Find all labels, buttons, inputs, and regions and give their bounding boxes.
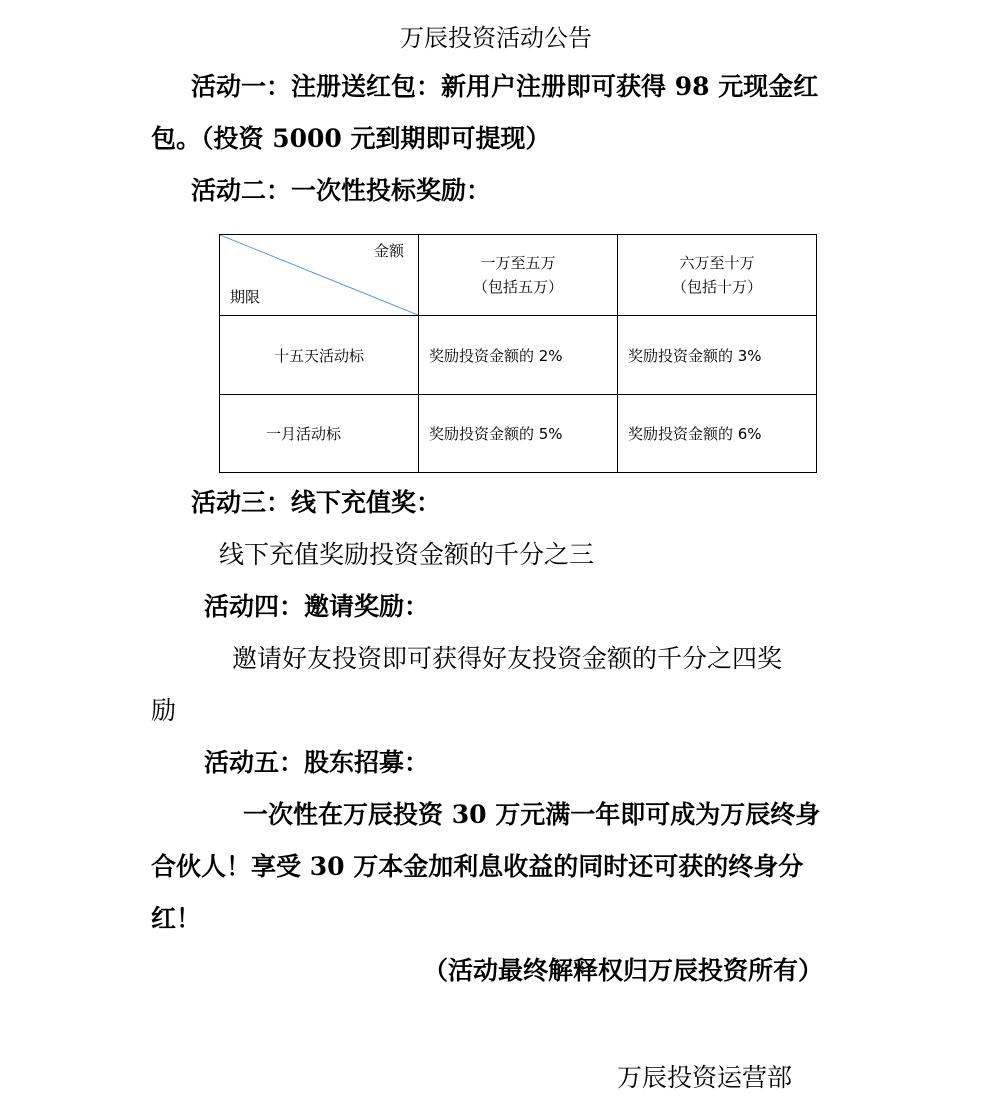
activity4-heading: 活动四：邀请奖励： <box>204 592 430 621</box>
table-row <box>220 316 817 395</box>
column-header-2-range: 六万至十万 <box>679 254 755 272</box>
activity5-line1: 一次性在万辰投资 30 万元满一年即可成为万辰终身 <box>243 800 821 829</box>
table-cell: 奖励投资金额的 2% <box>419 316 618 395</box>
row-label: 一月活动标 <box>220 395 419 473</box>
activity2-heading: 活动二：一次性投标奖励： <box>191 176 492 205</box>
activity5-line3: 红！ <box>151 904 202 933</box>
reward-table <box>219 234 817 473</box>
column-header-2-note: （包括十万） <box>671 278 762 296</box>
table-cell: 奖励投资金额的 3% <box>618 316 817 395</box>
activity4-line1: 邀请好友投资即可获得好友投资金额的千分之四奖 <box>232 644 783 673</box>
column-header-1 <box>419 235 618 316</box>
activity5-heading: 活动五：股东招募： <box>204 748 430 777</box>
corner-amount-label: 金额 <box>373 242 404 260</box>
row-label: 十五天活动标 <box>220 316 419 395</box>
table-corner-cell <box>220 235 419 316</box>
table-cell: 奖励投资金额的 5% <box>419 395 618 473</box>
activity3-heading: 活动三：线下充值奖： <box>191 488 442 517</box>
disclaimer: （活动最终解释权归万辰投资所有） <box>423 956 824 985</box>
column-header-2 <box>618 235 817 316</box>
table-cell: 奖励投资金额的 6% <box>618 395 817 473</box>
activity3-body: 线下充值奖励投资金额的千分之三 <box>219 540 595 569</box>
signature: 万辰投资运营部 <box>617 1063 793 1092</box>
column-header-1-range: 一万至五万 <box>480 254 556 272</box>
activity5-line2: 合伙人！享受 30 万本金加利息收益的同时还可获的终身分 <box>151 852 804 881</box>
activity1-line2: 包。（投资 5000 元到期即可提现） <box>151 124 551 153</box>
column-header-1-note: （包括五万） <box>472 278 563 296</box>
table-row <box>220 395 817 473</box>
activity4-line2: 励 <box>151 696 177 725</box>
corner-period-label: 期限 <box>230 288 261 306</box>
page-title: 万辰投资活动公告 <box>400 24 592 52</box>
activity1-line1: 活动一：注册送红包：新用户注册即可获得 98 元现金红 <box>191 72 819 101</box>
